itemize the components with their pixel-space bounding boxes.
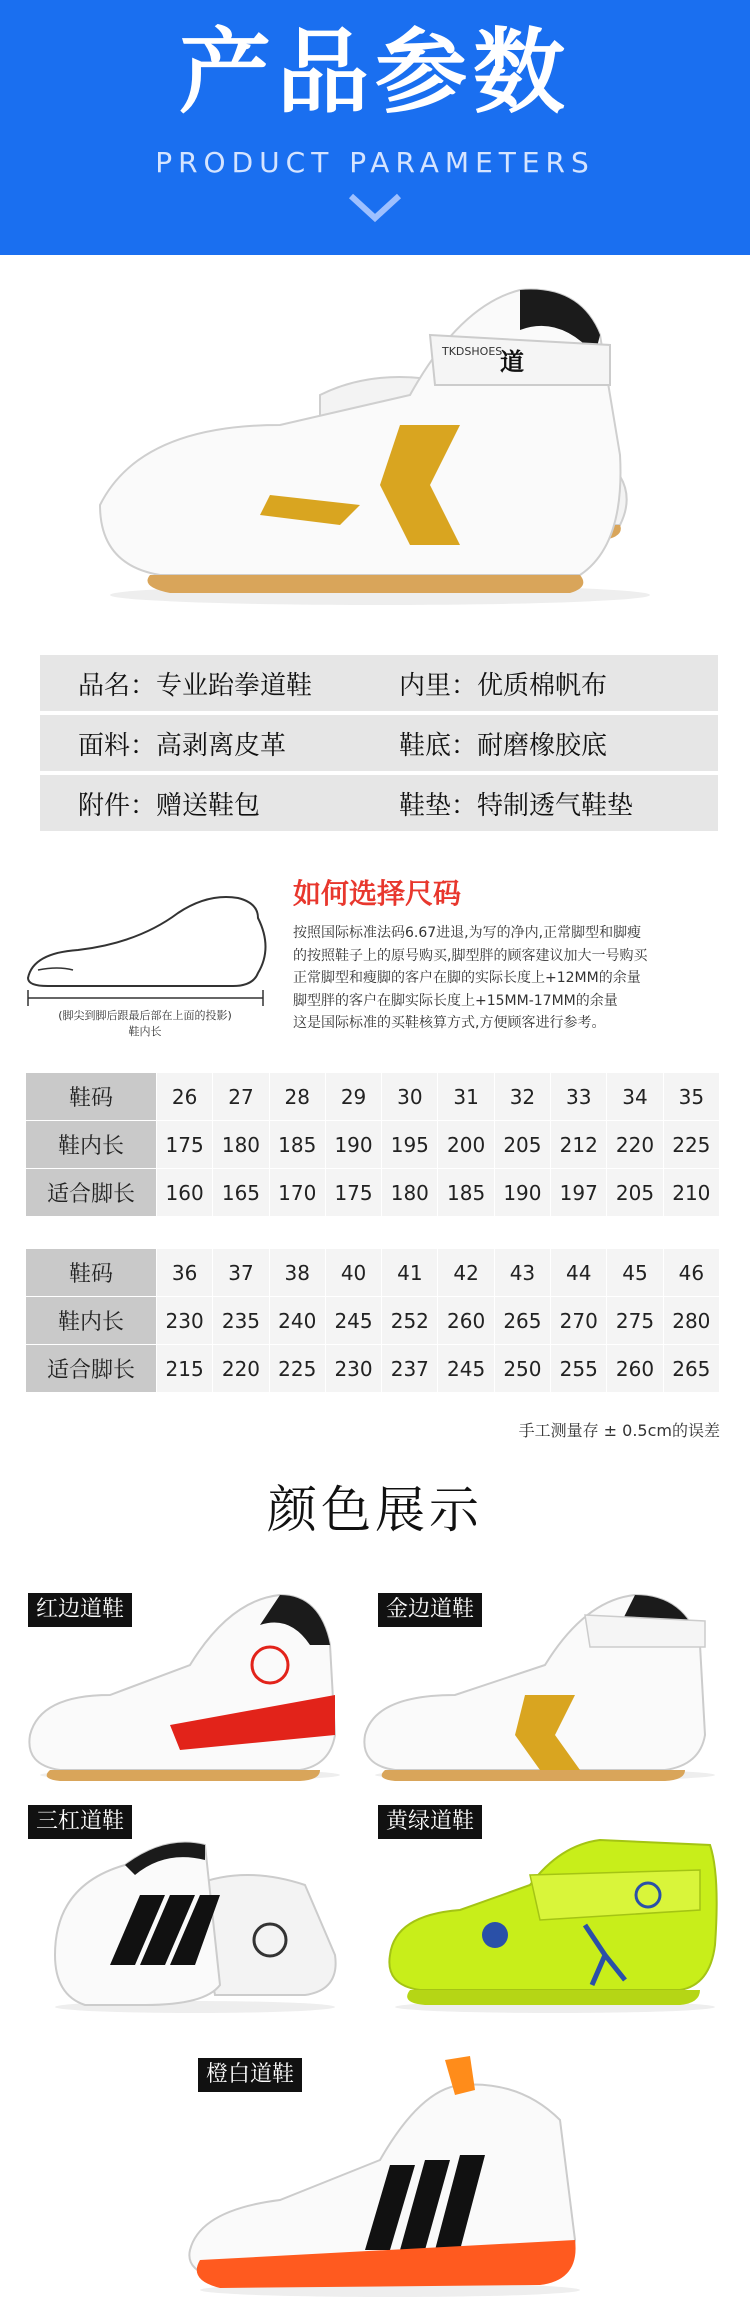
table-cell: 260	[607, 1345, 663, 1393]
shoe-image-red	[20, 1585, 340, 1785]
guide-line: 这是国际标准的买鞋核算方式,方便顾客进行参考。	[293, 1015, 606, 1031]
table-cell: 41	[382, 1249, 438, 1297]
table-cell: 190	[325, 1121, 381, 1169]
page-subtitle: PRODUCT PARAMETERS	[155, 146, 595, 179]
table-cell: 160	[157, 1169, 213, 1217]
table-cell: 165	[213, 1169, 269, 1217]
table-cell: 270	[551, 1297, 607, 1345]
table-cell: 38	[269, 1249, 325, 1297]
size-table-small	[25, 1072, 720, 1217]
table-cell: 31	[438, 1073, 494, 1121]
table-cell: 46	[663, 1249, 719, 1297]
table-cell: 42	[438, 1249, 494, 1297]
param-value: 专业跆拳道鞋	[156, 670, 313, 701]
hero-logo-text: TKDSHOES	[442, 345, 503, 358]
param-value: 赠送鞋包	[156, 790, 261, 821]
color-label-stripes: 三杠道鞋	[28, 1805, 132, 1839]
hero-emblem-text: 道	[500, 347, 524, 376]
foot-caption: (脚尖到脚后跟最后部在上面的投影)	[58, 1009, 232, 1022]
table-cell: 205	[607, 1169, 663, 1217]
table-cell: 205	[494, 1121, 550, 1169]
table-row	[26, 1249, 720, 1297]
table-cell: 185	[438, 1169, 494, 1217]
table-cell: 250	[494, 1345, 550, 1393]
table-row	[26, 1297, 720, 1345]
table-cell: 175	[325, 1169, 381, 1217]
colors-section-title: 颜色展示	[267, 1481, 483, 1539]
table-cell: 220	[213, 1345, 269, 1393]
foot-length-label: 鞋内长	[128, 1025, 162, 1038]
table-cell: 27	[213, 1073, 269, 1121]
param-value: 优质棉帆布	[477, 670, 608, 701]
table-cell: 280	[663, 1297, 719, 1345]
table-cell: 43	[494, 1249, 550, 1297]
table-cell: 237	[382, 1345, 438, 1393]
table-cell: 230	[325, 1345, 381, 1393]
table-cell: 32	[494, 1073, 550, 1121]
table-cell: 210	[663, 1169, 719, 1217]
param-key: 鞋垫：	[399, 790, 478, 821]
size-guide-text	[293, 922, 733, 1035]
table-cell: 252	[382, 1297, 438, 1345]
row-header: 鞋内长	[26, 1297, 157, 1345]
table-cell: 45	[607, 1249, 663, 1297]
table-cell: 225	[269, 1345, 325, 1393]
row-header: 鞋内长	[26, 1121, 157, 1169]
table-cell: 44	[551, 1249, 607, 1297]
table-row	[26, 1073, 720, 1121]
table-cell: 190	[494, 1169, 550, 1217]
table-cell: 170	[269, 1169, 325, 1217]
row-header: 鞋码	[26, 1073, 157, 1121]
table-cell: 26	[157, 1073, 213, 1121]
guide-line: 正常脚型和瘦脚的客户在脚的实际长度上+12MM的余量	[293, 970, 641, 986]
table-cell: 240	[269, 1297, 325, 1345]
row-header: 适合脚长	[26, 1169, 157, 1217]
size-table-large	[25, 1248, 720, 1393]
guide-line: 的按照鞋子上的原号购买,脚型胖的顾客建议加大一号购买	[293, 947, 648, 964]
parameter-table	[40, 655, 718, 835]
table-cell: 175	[157, 1121, 213, 1169]
table-row	[26, 1121, 720, 1169]
table-cell: 255	[551, 1345, 607, 1393]
param-value: 高剥离皮革	[156, 730, 287, 761]
table-cell: 29	[325, 1073, 381, 1121]
table-cell: 265	[663, 1345, 719, 1393]
param-row	[40, 655, 718, 711]
param-key: 面料：	[78, 730, 157, 761]
row-header: 鞋码	[26, 1249, 157, 1297]
table-cell: 200	[438, 1121, 494, 1169]
table-cell: 230	[157, 1297, 213, 1345]
param-key: 附件：	[78, 790, 157, 821]
param-key: 品名：	[78, 670, 157, 701]
hero-shoe-image	[80, 275, 680, 615]
measurement-note: 手工测量存 ± 0.5cm的误差	[518, 1421, 720, 1440]
table-row	[26, 1169, 720, 1217]
guide-line: 脚型胖的客户在脚实际长度上+15MM-17MM的余量	[293, 992, 618, 1009]
param-key: 鞋底：	[399, 730, 478, 761]
foot-diagram	[18, 858, 288, 1038]
table-cell: 260	[438, 1297, 494, 1345]
table-cell: 195	[382, 1121, 438, 1169]
table-cell: 37	[213, 1249, 269, 1297]
table-cell: 245	[438, 1345, 494, 1393]
table-cell: 265	[494, 1297, 550, 1345]
table-cell: 180	[382, 1169, 438, 1217]
table-cell: 185	[269, 1121, 325, 1169]
table-cell: 180	[213, 1121, 269, 1169]
table-cell: 34	[607, 1073, 663, 1121]
page-title: 产品参数	[178, 19, 571, 126]
shoe-image-orange	[180, 2050, 590, 2300]
table-cell: 235	[213, 1297, 269, 1345]
param-row	[40, 775, 718, 831]
table-cell: 215	[157, 1345, 213, 1393]
table-cell: 212	[551, 1121, 607, 1169]
table-cell: 245	[325, 1297, 381, 1345]
table-cell: 40	[325, 1249, 381, 1297]
chevron-down-icon	[345, 190, 405, 226]
param-value: 耐磨橡胶底	[477, 730, 608, 761]
header-banner	[0, 0, 750, 255]
param-key: 内里：	[399, 670, 478, 701]
table-row	[26, 1345, 720, 1393]
param-row	[40, 715, 718, 771]
table-cell: 35	[663, 1073, 719, 1121]
table-cell: 275	[607, 1297, 663, 1345]
table-cell: 36	[157, 1249, 213, 1297]
table-cell: 220	[607, 1121, 663, 1169]
size-guide-title: 如何选择尺码	[293, 877, 462, 910]
shoe-image-stripes	[45, 1815, 345, 2015]
table-cell: 28	[269, 1073, 325, 1121]
color-label-gold: 金边道鞋	[378, 1593, 482, 1627]
color-label-orange: 橙白道鞋	[198, 2058, 302, 2092]
table-cell: 33	[551, 1073, 607, 1121]
table-cell: 225	[663, 1121, 719, 1169]
color-label-red: 红边道鞋	[28, 1593, 132, 1627]
param-value: 特制透气鞋垫	[477, 790, 634, 821]
table-cell: 197	[551, 1169, 607, 1217]
shoe-image-lime	[380, 1815, 725, 2015]
table-cell: 30	[382, 1073, 438, 1121]
color-label-lime: 黄绿道鞋	[378, 1805, 482, 1839]
guide-line: 按照国际标准法码6.67进退,为写的净内,正常脚型和脚瘦	[293, 925, 642, 941]
row-header: 适合脚长	[26, 1345, 157, 1393]
shoe-image-gold	[355, 1585, 730, 1785]
